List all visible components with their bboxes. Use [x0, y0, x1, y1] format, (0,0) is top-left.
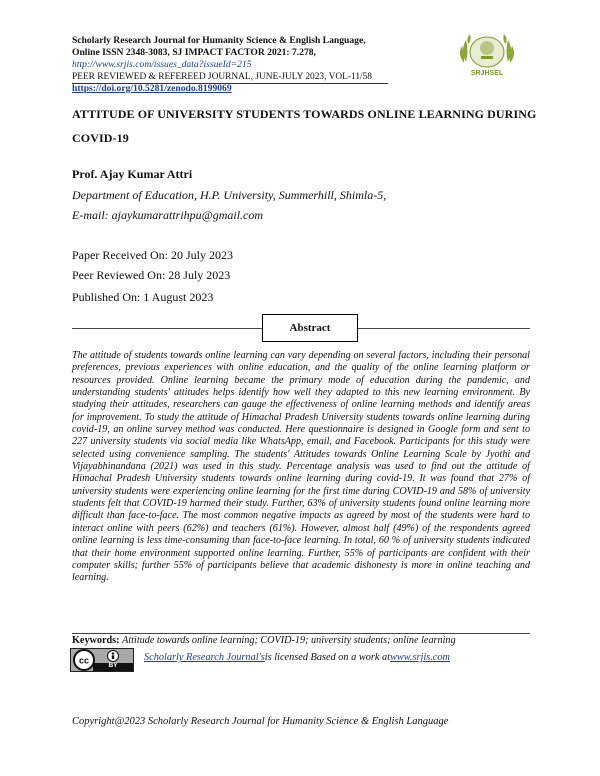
doi-link[interactable]: https://doi.org/10.5281/zenodo.8199069 [72, 83, 232, 94]
svg-text:cc: cc [78, 655, 90, 666]
copyright-footer: Copyright@2023 Scholarly Research Journal for Humanity Science & English Language [72, 716, 449, 727]
peer-review-line: PEER REVIEWED & REFEREED JOURNAL, JUNE-JULY 2023, VOL-11/58 [72, 71, 388, 84]
author-name: Prof. Ajay Kumar Attri [72, 167, 193, 181]
license-site-link[interactable]: www.srjis.com [390, 652, 450, 663]
date-received: Paper Received On: 20 July 2023 [72, 248, 233, 262]
date-published: Published On: 1 August 2023 [72, 290, 214, 304]
author-email: E-mail: ajaykumarattrihpu@gmail.com [72, 208, 264, 222]
abstract-rule-right [358, 328, 530, 329]
license-journal-link[interactable]: Scholarly Research Journal's [144, 652, 265, 663]
keywords-label: Keywords [72, 635, 117, 646]
logo-text: SRJHSEL [470, 70, 504, 77]
abstract-rule-left [72, 328, 262, 329]
license-middle-text: is licensed Based on a work at [264, 652, 391, 663]
journal-name: Scholarly Research Journal for Humanity Science & English Language, [72, 35, 366, 46]
keywords-rule [72, 633, 530, 634]
abstract-heading: Abstract [262, 314, 358, 342]
journal-issn: Online ISSN 2348-3083, SJ IMPACT FACTOR 2021: 7.278, [72, 47, 316, 58]
author-affiliation: Department of Education, H.P. University, Summerhill, Shimla-5, [72, 188, 387, 202]
keywords-line: Keywords: Attitude towards online learning; COVID-19; university students; online learning [72, 635, 456, 646]
date-reviewed: Peer Reviewed On: 28 July 2023 [72, 268, 231, 282]
abstract-body: The attitude of students towards online learning can vary depending on several factors, including their personal preferences, previous experiences with online education, and the quality of the online learning platform or resources provided. Online learning became the primary mode of education during the pandemic, and understanding students' attitudes helps identify how well they adapted to this new learning environment. By studying their attitudes, researchers can gauge the effectiveness of online learning methods and identify areas for improvement. To study the attitude of Himachal Pradesh University students towards online learning during covid-19, an online survey method was conducted. Here questionnaire is designed in Google form and sent to 227 university students via social media like WhatsApp, email, and Facebook. Participants for this study were selected using convenience sampling. The students' Attitudes towards Online Learning Scale by Jyothi and Vijayabhinandana (2021) was used in this study. Percentage analysis was used to find out the attitude of Himachal Pradesh University students towards online learning during covid-19. It was found that 27% of university students were experiencing online learning for the first time during COVID-19 and 58% of university students felt that COVID-19 harmed their study. Further, 63% of university students found online learning more difficult than face-to-face. The most common negative impacts as agreed by most of the students were hard to interact online with peers (62%) and teachers (61%). However, almost half (49%) of the respondents agreed online learning is less time-consuming than face-to-face learning. In total, 60 % of university students indicated that their home environment supported online learning. Further, 55% of participants are confident with their computer skills; further 55% of participants believe that academic dishonesty is more in online teaching and learning. [72, 350, 530, 584]
cc-license-badge[interactable] [70, 648, 134, 672]
paper-title-line2: COVID-19 [72, 131, 129, 145]
keywords-text: Attitude towards online learning; COVID-19; university students; online learning [122, 635, 456, 646]
license-statement [144, 652, 450, 663]
issue-url-link[interactable]: http://www.srjis.com/issues_data?issueId=215 [72, 59, 252, 70]
paper-title-line1: ATTITUDE OF UNIVERSITY STUDENTS TOWARDS ONLINE LEARNING DURING [72, 107, 537, 121]
cc-by-label: BY [108, 662, 118, 669]
journal-logo [452, 26, 522, 80]
